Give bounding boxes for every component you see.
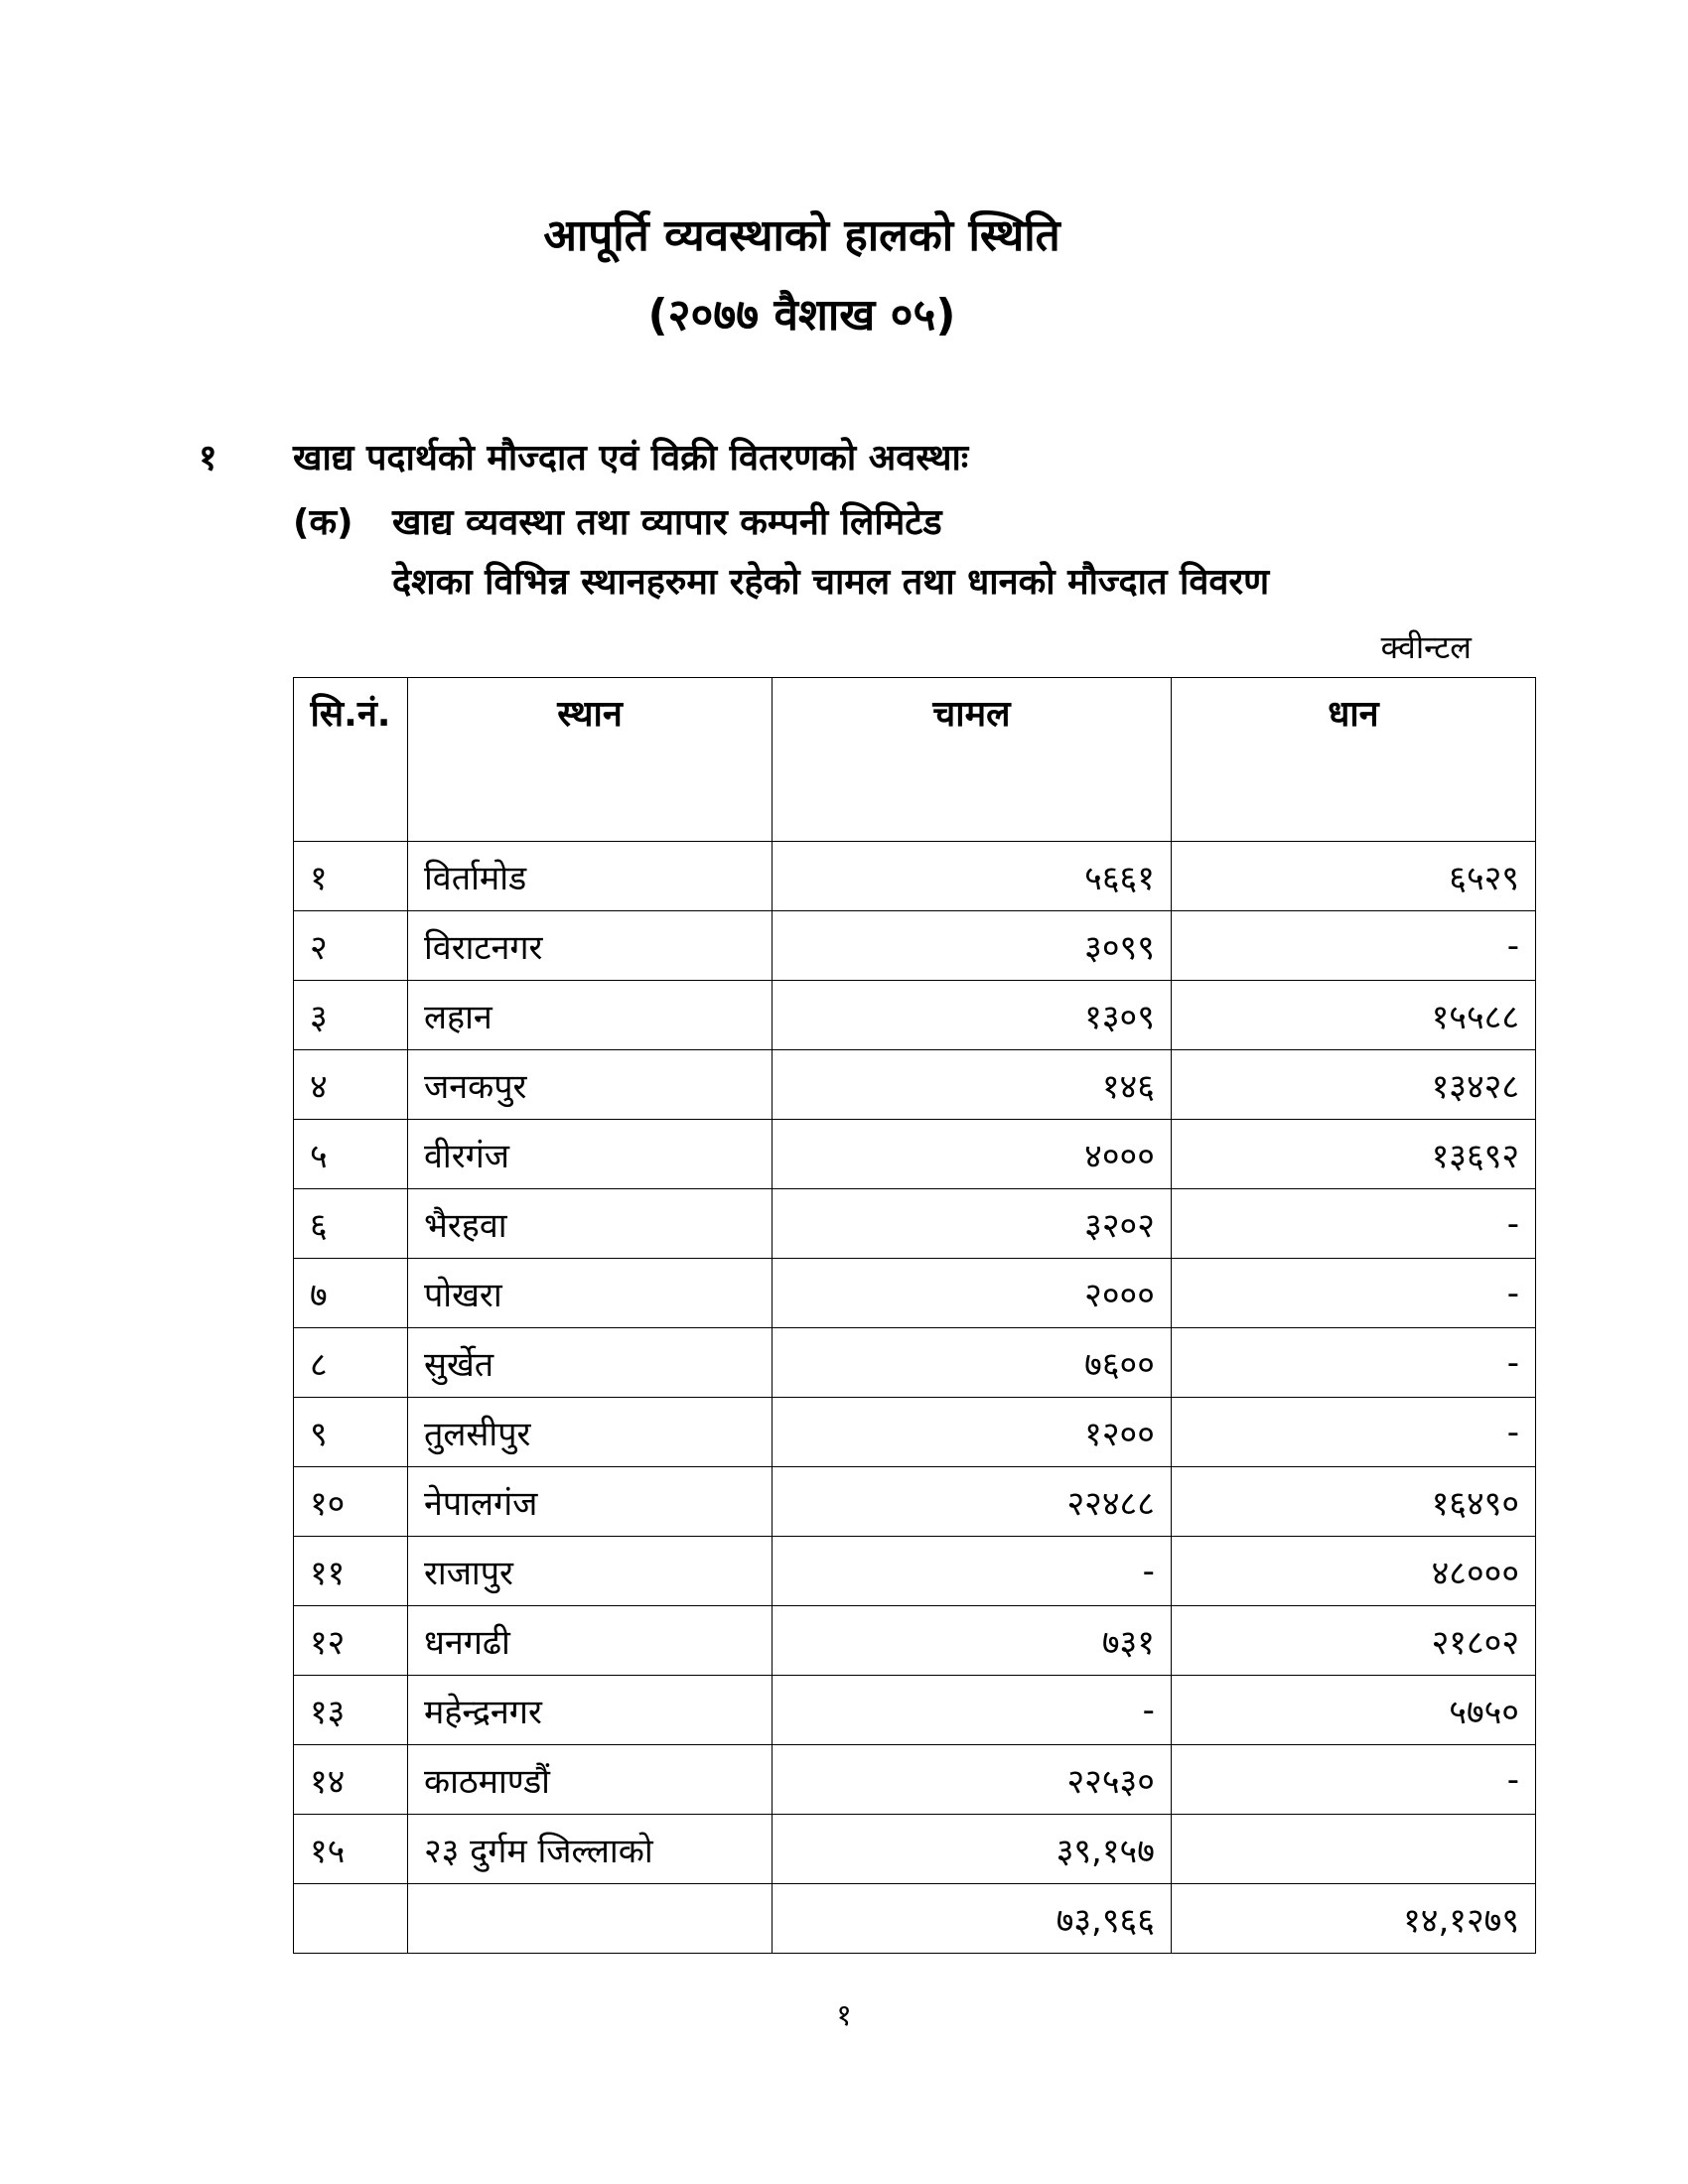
header-rice: चामल: [773, 678, 1172, 842]
table-row: [294, 842, 1536, 911]
table-row: [294, 1328, 1536, 1398]
cell-rice: १३०९: [773, 981, 1172, 1050]
table-row: [294, 1050, 1536, 1120]
cell-location: भैरहवा: [407, 1189, 772, 1259]
cell-paddy: ६५२९: [1171, 842, 1535, 911]
cell-serial: २: [294, 911, 408, 981]
subsection-label: (क): [293, 502, 353, 543]
header-location: स्थान: [407, 678, 772, 842]
cell-location: काठमाण्डौं: [407, 1745, 772, 1815]
total-cell-rice: ७३,९६६: [773, 1884, 1172, 1954]
cell-serial: ११: [294, 1537, 408, 1606]
cell-paddy: -: [1171, 1189, 1535, 1259]
table-row: [294, 1537, 1536, 1606]
page-number: १: [836, 1998, 852, 2033]
cell-rice: ७६००: [773, 1328, 1172, 1398]
cell-rice: २२५३०: [773, 1745, 1172, 1815]
cell-rice: ४०००: [773, 1120, 1172, 1189]
cell-paddy: -: [1171, 911, 1535, 981]
cell-rice: २०००: [773, 1259, 1172, 1328]
cell-rice: ७३१: [773, 1606, 1172, 1676]
page-title: आपूर्ति व्यवस्थाको हालको स्थिति: [543, 210, 1060, 261]
cell-serial: १२: [294, 1606, 408, 1676]
section-title: खाद्य पदार्थको मौज्दात एवं विक्री वितरणको अवस्थाः: [293, 438, 969, 478]
table-row: [294, 1606, 1536, 1676]
cell-location: लहान: [407, 981, 772, 1050]
cell-location: महेन्द्रनगर: [407, 1676, 772, 1745]
cell-paddy: [1171, 1815, 1535, 1884]
cell-paddy: १३४२८: [1171, 1050, 1535, 1120]
cell-paddy: -: [1171, 1328, 1535, 1398]
cell-serial: ५: [294, 1120, 408, 1189]
table-total-row: [294, 1884, 1536, 1954]
cell-location: २३ दुर्गम जिल्लाको: [407, 1815, 772, 1884]
cell-serial: ६: [294, 1189, 408, 1259]
cell-serial: १३: [294, 1676, 408, 1745]
table-row: [294, 1120, 1536, 1189]
cell-paddy: १५५८८: [1171, 981, 1535, 1050]
cell-paddy: २१८०२: [1171, 1606, 1535, 1676]
cell-location: राजापुर: [407, 1537, 772, 1606]
cell-serial: ३: [294, 981, 408, 1050]
cell-location: धनगढी: [407, 1606, 772, 1676]
cell-location: नेपालगंज: [407, 1467, 772, 1537]
cell-serial: ७: [294, 1259, 408, 1328]
table-row: [294, 1189, 1536, 1259]
stock-table: [293, 677, 1536, 1954]
table-row: [294, 1467, 1536, 1537]
cell-location: विराटनगर: [407, 911, 772, 981]
table-row: [294, 1676, 1536, 1745]
table-caption: देशका विभिन्न स्थानहरुमा रहेको चामल तथा धानको मौज्दात विवरण: [392, 562, 1270, 603]
cell-rice: २२४८८: [773, 1467, 1172, 1537]
table-body: [294, 842, 1536, 1954]
cell-location: तुलसीपुर: [407, 1398, 772, 1467]
cell-serial: १: [294, 842, 408, 911]
cell-location: विर्तामोड: [407, 842, 772, 911]
cell-rice: ३९,१५७: [773, 1815, 1172, 1884]
cell-rice: ५६६१: [773, 842, 1172, 911]
cell-paddy: ४८०००: [1171, 1537, 1535, 1606]
cell-serial: ४: [294, 1050, 408, 1120]
table-header-row: [294, 678, 1536, 842]
header-serial: सि.नं.: [294, 678, 408, 842]
cell-serial: ९: [294, 1398, 408, 1467]
cell-rice: १४६: [773, 1050, 1172, 1120]
cell-paddy: -: [1171, 1745, 1535, 1815]
cell-rice: ३२०२: [773, 1189, 1172, 1259]
header-paddy: धान: [1171, 678, 1535, 842]
table-row: [294, 1745, 1536, 1815]
cell-location: जनकपुर: [407, 1050, 772, 1120]
cell-location: वीरगंज: [407, 1120, 772, 1189]
cell-serial: १४: [294, 1745, 408, 1815]
page-date: (२०७७ वैशाख ०५): [647, 290, 956, 341]
total-cell-serial: [294, 1884, 408, 1954]
total-cell-paddy: १४,१२७९: [1171, 1884, 1535, 1954]
cell-paddy: ५७५०: [1171, 1676, 1535, 1745]
unit-label: क्वीन्टल: [1380, 628, 1472, 666]
cell-paddy: १३६९२: [1171, 1120, 1535, 1189]
table-row: [294, 911, 1536, 981]
section-number: १: [199, 438, 217, 478]
table-row: [294, 981, 1536, 1050]
cell-rice: -: [773, 1676, 1172, 1745]
cell-paddy: १६४९०: [1171, 1467, 1535, 1537]
cell-rice: ३०९९: [773, 911, 1172, 981]
table-row: [294, 1259, 1536, 1328]
table-row: [294, 1398, 1536, 1467]
total-cell-location: [407, 1884, 772, 1954]
cell-rice: १२००: [773, 1398, 1172, 1467]
cell-serial: ८: [294, 1328, 408, 1398]
cell-serial: १०: [294, 1467, 408, 1537]
cell-location: सुर्खेत: [407, 1328, 772, 1398]
cell-rice: -: [773, 1537, 1172, 1606]
table-row: [294, 1815, 1536, 1884]
subsection-title: खाद्य व्यवस्था तथा व्यापार कम्पनी लिमिटेड: [392, 502, 942, 543]
cell-paddy: -: [1171, 1398, 1535, 1467]
cell-paddy: -: [1171, 1259, 1535, 1328]
cell-serial: १५: [294, 1815, 408, 1884]
cell-location: पोखरा: [407, 1259, 772, 1328]
